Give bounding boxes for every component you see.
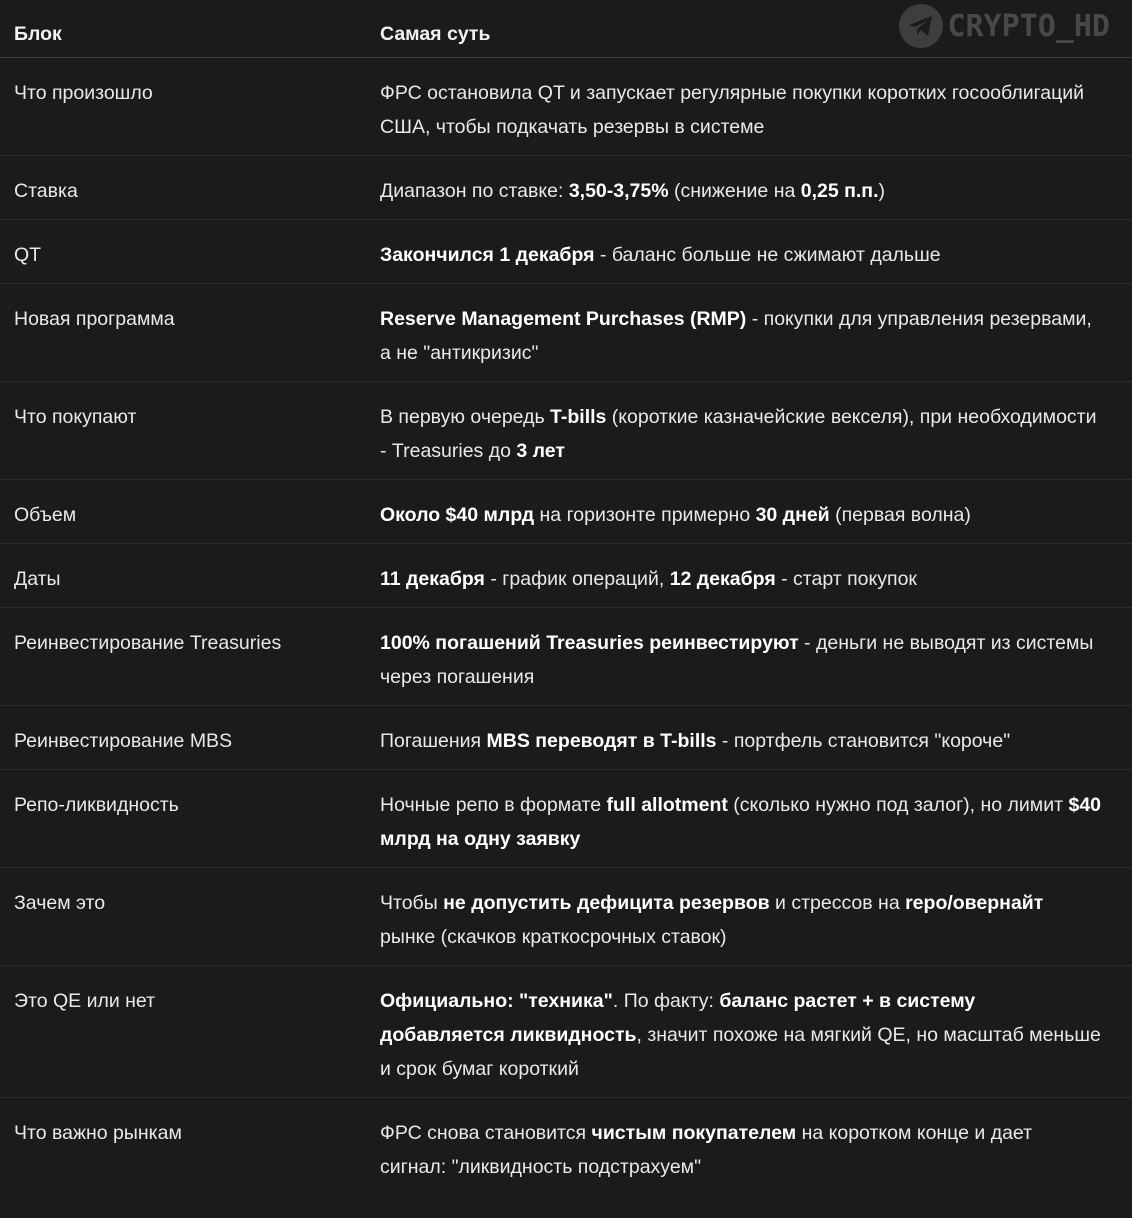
table-row (0, 966, 1132, 1098)
bold-text: full allotment (606, 794, 728, 816)
row-label: Это QE или нет (14, 990, 156, 1012)
row-description (380, 156, 1132, 219)
table-row (0, 608, 1132, 706)
table-row (0, 284, 1132, 382)
text-fragment: - график операций, (484, 568, 670, 590)
row-description (380, 220, 1132, 283)
row-label: Что важно рынкам (14, 1122, 182, 1144)
row-label: QT (14, 244, 42, 266)
table-row (0, 1098, 1132, 1218)
text-fragment: Ночные репо в формате (380, 794, 607, 816)
row-label: Что произошло (14, 82, 153, 104)
text-fragment: на коротком конце и дает сигнал: "ликвидность подстрахуем" (380, 1122, 1033, 1178)
bold-text: чистым покупателем (591, 1122, 797, 1144)
row-description (380, 706, 1132, 769)
bold-text: 3 лет (516, 440, 565, 462)
table-header (0, 0, 1132, 58)
row-description (380, 1098, 1132, 1218)
text-fragment: Диапазон по ставке: (380, 180, 569, 202)
table-row (0, 220, 1132, 284)
text-fragment: (сколько нужно под залог), но лимит (727, 794, 1069, 816)
text-fragment: (короткие казначейские векселя), при необходимости - Treasuries до (380, 406, 1097, 462)
bold-text: Около $40 млрд (380, 504, 535, 526)
row-description (380, 284, 1132, 381)
table-row (0, 382, 1132, 480)
row-label: Реинвестирование MBS (14, 730, 233, 752)
bold-text: Reserve Management Purchases (RMP) (380, 308, 747, 330)
table-row (0, 706, 1132, 770)
bold-text: 11 декабря (380, 568, 485, 590)
header-essence: Самая суть (380, 23, 491, 45)
bold-text: 12 декабря (669, 568, 776, 590)
text-fragment: - старт покупок (775, 568, 917, 590)
text-fragment: , значит похоже на мягкий QE, но масштаб меньше и срок бумаг короткий (380, 1024, 1101, 1080)
text-fragment: Погашения (380, 730, 487, 752)
row-description (380, 544, 1132, 607)
text-fragment: Чтобы (380, 892, 444, 914)
row-description (380, 868, 1132, 965)
bold-text: 30 дней (755, 504, 830, 526)
row-label: Даты (14, 568, 61, 590)
bold-text: 100% погашений Treasuries реинвестируют (380, 632, 799, 654)
bold-text: $40 млрд на одну заявку (380, 794, 1102, 850)
text-fragment: . По факту: (612, 990, 720, 1012)
text-fragment: на горизонте примерно (534, 504, 756, 526)
table-row (0, 156, 1132, 220)
bold-text: Официально: "техника" (380, 990, 613, 1012)
table-row (0, 544, 1132, 608)
bold-text: Закончился 1 декабря (380, 244, 595, 266)
row-label: Зачем это (14, 892, 106, 914)
bold-text: 3,50-3,75% (568, 180, 669, 202)
row-description (380, 58, 1132, 155)
text-fragment: В первую очередь (380, 406, 551, 428)
table-row (0, 58, 1132, 156)
text-fragment: ) (878, 180, 885, 202)
table-row (0, 868, 1132, 966)
row-description (380, 608, 1132, 705)
text-fragment: (первая волна) (829, 504, 971, 526)
row-label: Объем (14, 504, 77, 526)
table-row (0, 480, 1132, 544)
text-fragment: и стрессов на (769, 892, 906, 914)
bold-text: баланс растет + в систему добавляется ликвидность (380, 990, 976, 1046)
text-fragment: рынке (скачков краткосрочных ставок) (380, 926, 727, 948)
row-description (380, 382, 1132, 479)
bold-text: не допустить дефицита резервов (443, 892, 770, 914)
row-label: Что покупают (14, 406, 137, 428)
row-label: Репо-ликвидность (14, 794, 179, 816)
row-label: Ставка (14, 180, 78, 202)
text-fragment: - портфель становится "короче" (716, 730, 1011, 752)
row-label: Новая программа (14, 308, 175, 330)
text-fragment: - деньги не выводят из системы через погашения (380, 632, 1094, 688)
text-fragment: (снижение на (668, 180, 801, 202)
row-description (380, 770, 1132, 867)
row-label: Реинвестирование Treasuries (14, 632, 282, 654)
bold-text: MBS переводят в T-bills (486, 730, 717, 752)
row-description (380, 966, 1132, 1097)
text-fragment: ФРС остановила QT и запускает регулярные покупки коротких госооблигаций США, чтобы подкачать резервы в системе (380, 82, 1085, 138)
bold-text: 0,25 п.п. (800, 180, 879, 202)
text-fragment: ФРС снова становится (380, 1122, 592, 1144)
table-row (0, 770, 1132, 868)
text-fragment: - покупки для управления резервами, а не "антикризис" (380, 308, 1092, 364)
header-block: Блок (14, 23, 62, 45)
watermark-text: CRYPTO_HD (947, 8, 1110, 44)
bold-text: T-bills (550, 406, 607, 428)
text-fragment: - баланс больше не сжимают дальше (594, 244, 941, 266)
bold-text: repo/овернайт (905, 892, 1044, 914)
row-description (380, 480, 1132, 543)
